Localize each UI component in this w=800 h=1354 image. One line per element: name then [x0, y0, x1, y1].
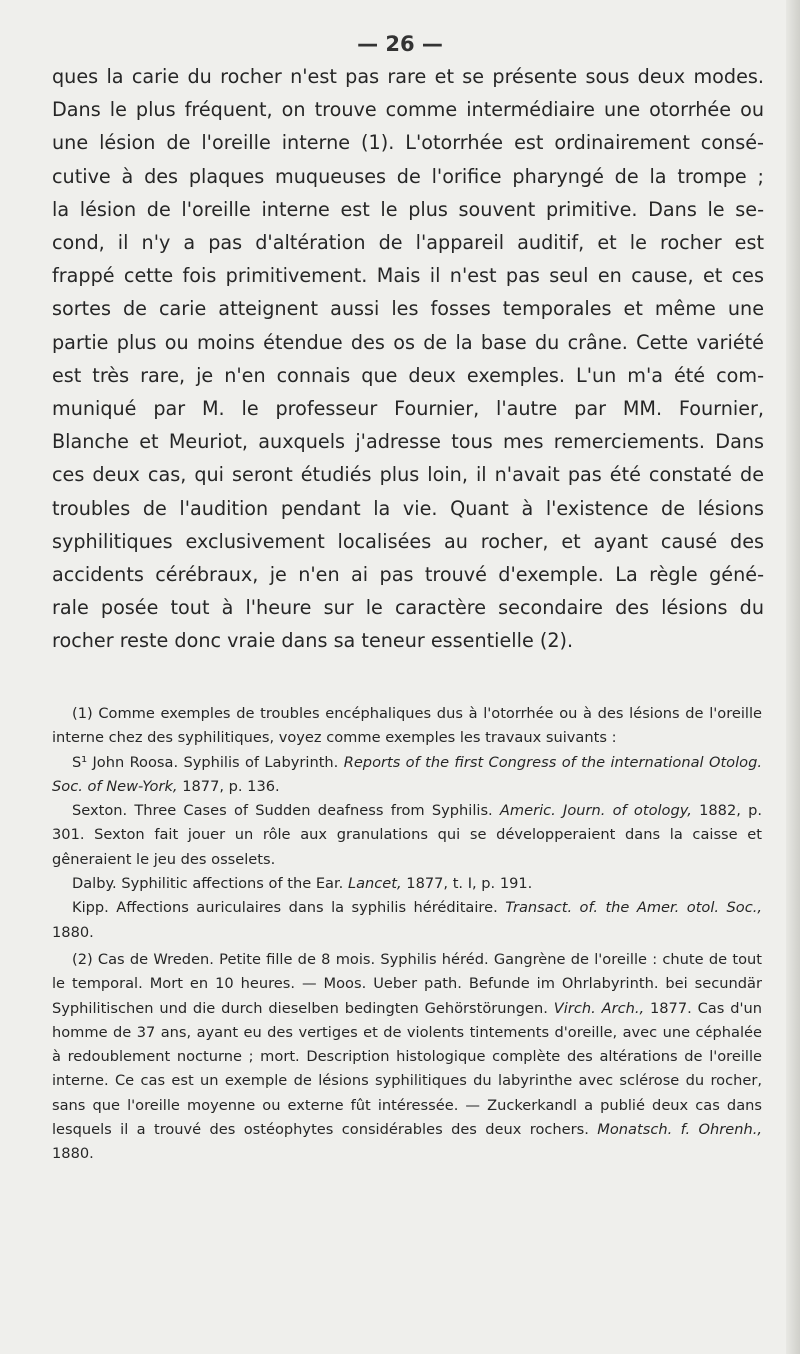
reference-text: S¹ John Roosa. Syphilis of Labyrinth. [72, 753, 344, 771]
text-line: est très rare, je n'en connais que deux exemples. L'un m'a été com- [52, 363, 764, 387]
footnote-reference [52, 751, 762, 800]
text-line: partie plus ou moins étendue des os de la base du crâne. Cette variété [52, 330, 764, 354]
footnote-journal: Virch. Arch., [553, 999, 645, 1017]
reference-text: 1880. [52, 923, 94, 941]
main-paragraph [52, 60, 764, 658]
footnote-1-intro: (1) Comme exemples de troubles encéphaliques dus à l'otorrhée ou à des lésions de l'oreille interne chez des syphilitiques, voyez comme exemples les travaux suivants : [52, 705, 762, 747]
footnotes [52, 702, 762, 1167]
footnote-reference [52, 872, 762, 896]
page-edge-shadow [786, 0, 800, 1354]
reference-text: Sexton. Three Cases of Sudden deafness from Syphilis. [72, 802, 500, 820]
reference-text: Dalby. Syphilitic affections of the Ear. [72, 875, 348, 893]
text-line: une lésion de l'oreille interne (1). L'otorrhée est ordinairement consé- [52, 131, 764, 155]
text-line: syphilitiques exclusivement localisées au rocher, et ayant causé des [52, 529, 764, 553]
text-line: rocher reste donc vraie dans sa teneur essentielle (2). [52, 629, 574, 653]
text-line: la lésion de l'oreille interne est le plus souvent primitive. Dans le se- [52, 197, 764, 221]
text-line: accidents cérébraux, je n'en ai pas trouvé d'exemple. La règle géné- [52, 563, 764, 587]
text-line: sortes de carie atteignent aussi les fosses temporales et même une [52, 297, 764, 321]
text-line: rale posée tout à l'heure sur le caractère secondaire des lésions du [52, 596, 764, 620]
text-line: cutive à des plaques muqueuses de l'orifice pharyngé de la trompe ; [52, 164, 764, 188]
reference-text: Kipp. Affections auriculaires dans la syphilis héréditaire. [72, 899, 506, 917]
reference-journal: Reports of the first Congress of the international Otolog. Soc. of New-York, [52, 753, 762, 795]
text-line: frappé cette fois primitivement. Mais il n'est pas seul en cause, et ces [52, 264, 764, 288]
footnote-2 [52, 948, 762, 1167]
text-line: troubles de l'audition pendant la vie. Quant à l'existence de lésions [52, 496, 764, 520]
footnote-text: 1877. Cas d'un homme de 37 ans, ayant eu des vertiges et de violents tintements d'oreille, avec une céphalée à redoublement nocturne ; mort. Description histologique complète des altérations de l'oreille interne. Ce cas est un exemple de lésions syphilitiques du labyrinthe avec sclérose du rocher, sans que l'oreille moyenne ou externe fût intéressée. — Zuckerkandl a publié deux cas dans lesquels il a trouvé des ostéophytes considérables des deux rochers. [52, 999, 762, 1139]
text-line: cond, il n'y a pas d'altération de l'appareil auditif, et le rocher est [52, 231, 764, 255]
text-line: Blanche et Meuriot, auxquels j'adresse tous mes remerciements. Dans [52, 430, 764, 454]
text-line: Dans le plus fréquent, on trouve comme intermédiaire une otorrhée ou [52, 98, 764, 122]
reference-text: 1877, p. 136. [177, 777, 280, 795]
text-line: ces deux cas, qui seront étudiés plus loin, il n'avait pas été constaté de [52, 463, 764, 487]
footnote-journal: Monatsch. f. Ohrenh., [597, 1121, 762, 1139]
footnote-reference [52, 799, 762, 872]
reference-journal: Lancet, [347, 875, 402, 893]
reference-journal: Americ. Journ. of otology, [499, 802, 692, 820]
footnote-text: 1880. [52, 1145, 94, 1163]
footnote-reference [52, 896, 762, 945]
text-line: ques la carie du rocher n'est pas rare et se présente sous deux modes. [52, 65, 764, 88]
text-line: muniqué par M. le professeur Fournier, l'autre par MM. Fournier, [52, 397, 764, 421]
reference-journal: Transact. of. the Amer. otol. Soc., [505, 899, 762, 917]
reference-text: 1877, t. I, p. 191. [401, 875, 533, 893]
reference-text: 1882, p. 301. Sexton fait jouer un rôle aux granulations qui se développeraient dans la caisse et gêneraient le jeu des osselets. [52, 802, 763, 868]
footnote-text: (2) Cas de Wreden. Petite fille de 8 mois. Syphilis héréd. Gangrène de l'oreille : chute de tout le temporal. Mort en 10 heures. — Moos. Ueber path. Befunde im Ohrlabyrinth. bei secundär Syphilitischen und die durch dieselben bedingten Gehörstörungen. [52, 950, 762, 1017]
page-number: — 26 — [357, 32, 443, 56]
